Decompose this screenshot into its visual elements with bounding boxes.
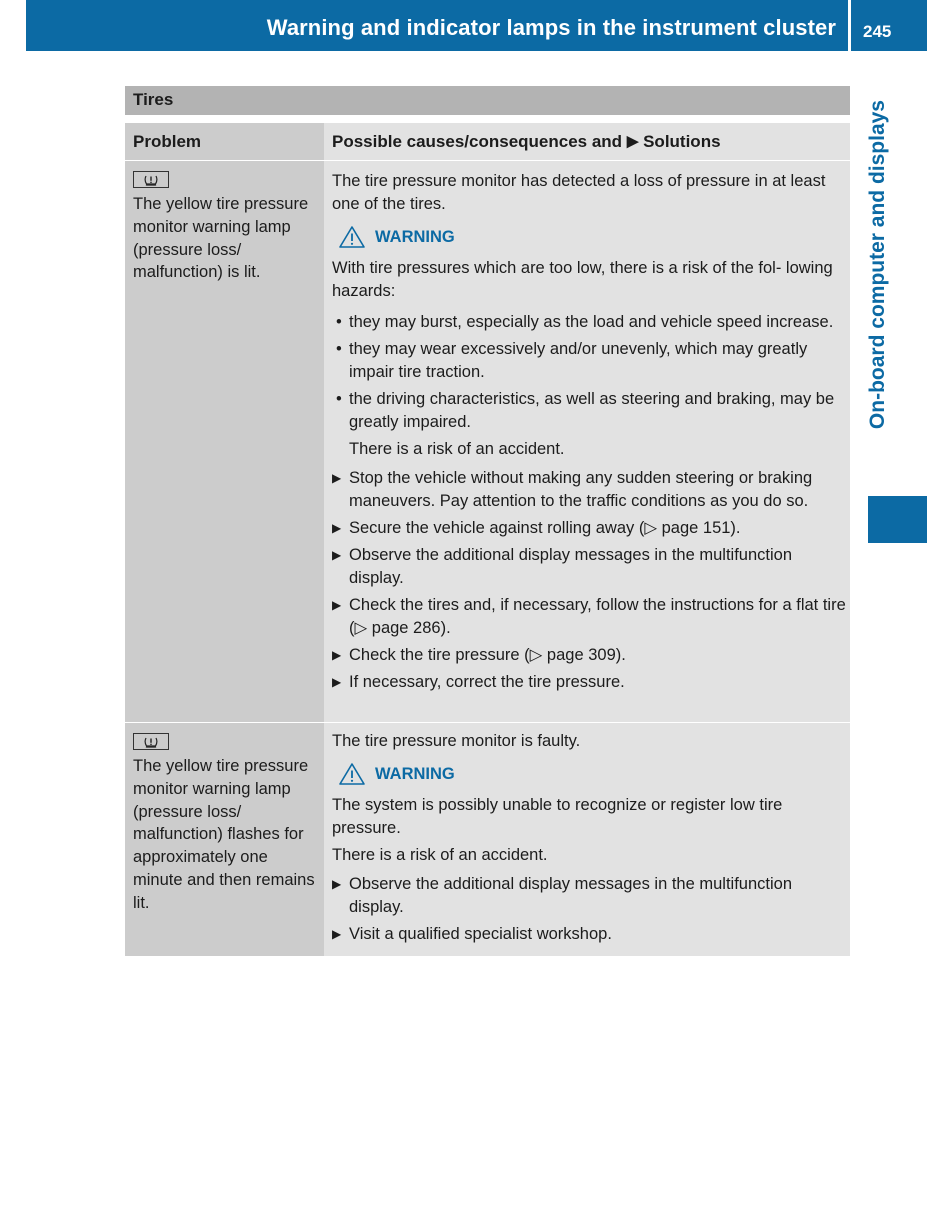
bullet-dot: • xyxy=(336,313,342,331)
action-step xyxy=(332,923,846,946)
step-arrow-icon: ▶ xyxy=(332,877,342,891)
step-arrow-icon: ▶ xyxy=(332,927,342,941)
header-bar xyxy=(26,0,848,51)
page-number-box xyxy=(851,0,927,51)
step-arrow-icon: ▶ xyxy=(332,548,342,562)
step-text: If necessary, correct the tire pressure. xyxy=(349,673,625,691)
risk-text: There is a risk of an accident. xyxy=(349,440,565,458)
column-header-problem: Problem xyxy=(125,123,324,160)
section-title: Tires xyxy=(133,90,174,109)
problem-cell xyxy=(125,161,324,722)
problem-description: The yellow tire pressure monitor warning lamp (pressure loss/ malfunction) flashes for approximately one minute and then remains lit. xyxy=(133,757,315,912)
action-step xyxy=(332,467,846,513)
page-number: 245 xyxy=(863,22,892,41)
step-text: Stop the vehicle without making any sudden steering or braking maneuvers. Pay attention to the traffic conditions as you do so. xyxy=(349,469,813,510)
list-item-text: the driving characteristics, as well as steering and braking, may be greatly impaired. xyxy=(349,390,835,431)
step-arrow-icon: ▶ xyxy=(332,648,342,662)
cause-text: The tire pressure monitor has detected a loss of pressure in at least one of the tires. xyxy=(332,172,826,213)
step-arrow-icon: ▶ xyxy=(332,598,342,612)
step-arrow-icon: ▶ xyxy=(332,521,342,535)
step-arrow-icon: ▶ xyxy=(332,471,342,485)
bullet-dot: • xyxy=(336,390,342,408)
step-text: Visit a qualified specialist workshop. xyxy=(349,925,612,943)
step-text: Check the tire pressure (▷ page 309). xyxy=(349,646,626,664)
action-step xyxy=(332,594,846,640)
section-heading xyxy=(125,86,850,115)
step-text: Secure the vehicle against rolling away (▷ page 151). xyxy=(349,519,741,537)
side-tab-marker xyxy=(868,496,927,543)
solution-cell xyxy=(324,723,850,956)
solution-cell xyxy=(324,161,850,722)
action-step xyxy=(332,544,846,590)
side-section-title xyxy=(866,100,892,484)
action-step xyxy=(332,671,846,694)
tire-pressure-warning-icon xyxy=(133,171,169,188)
warning-label: WARNING xyxy=(375,764,455,783)
action-step xyxy=(332,873,846,919)
list-item xyxy=(332,311,846,334)
step-text: Check the tires and, if necessary, follow the instructions for a flat tire (▷ page 286). xyxy=(349,596,846,637)
triangle-arrow-icon: ▶ xyxy=(626,133,639,150)
warning-triangle-icon xyxy=(338,762,366,786)
warning-heading xyxy=(332,762,846,786)
list-item xyxy=(332,388,846,434)
table-header-row xyxy=(125,123,850,160)
list-item-text: they may burst, especially as the load and vehicle speed increase. xyxy=(349,313,834,331)
problem-solution-table xyxy=(125,123,850,956)
list-item xyxy=(332,338,846,384)
warning-triangle-icon xyxy=(338,225,366,249)
problem-cell xyxy=(125,723,324,956)
header-causes-label: Possible causes/consequences and xyxy=(332,132,623,151)
cause-text: The tire pressure monitor is faulty. xyxy=(332,732,581,750)
table-row xyxy=(125,160,850,722)
header-solutions-label: Solutions xyxy=(643,132,721,151)
list-item-text: they may wear excessively and/or unevenly, which may greatly impair tire traction. xyxy=(349,340,808,381)
tire-pressure-warning-icon xyxy=(133,733,169,750)
side-section-label: On-board computer and displays xyxy=(866,100,889,430)
warning-text: The system is possibly unable to recognize or register low tire pressure. xyxy=(332,796,783,837)
warning-text: With tire pressures which are too low, there is a risk of the fol- lowing hazards: xyxy=(332,259,833,300)
step-text: Observe the additional display messages in the multifunction display. xyxy=(349,875,792,916)
problem-description: The yellow tire pressure monitor warning lamp (pressure loss/ malfunction) is lit. xyxy=(133,195,309,282)
column-header-solutions xyxy=(324,123,850,160)
action-step xyxy=(332,644,846,667)
warning-heading xyxy=(332,225,846,249)
table-row xyxy=(125,722,850,956)
bullet-dot: • xyxy=(336,340,342,358)
step-text: Observe the additional display messages in the multifunction display. xyxy=(349,546,792,587)
page-header-title: Warning and indicator lamps in the instrument cluster xyxy=(266,15,836,40)
step-arrow-icon: ▶ xyxy=(332,675,342,689)
warning-label: WARNING xyxy=(375,227,455,246)
risk-text: There is a risk of an accident. xyxy=(332,846,548,864)
action-step xyxy=(332,517,846,540)
